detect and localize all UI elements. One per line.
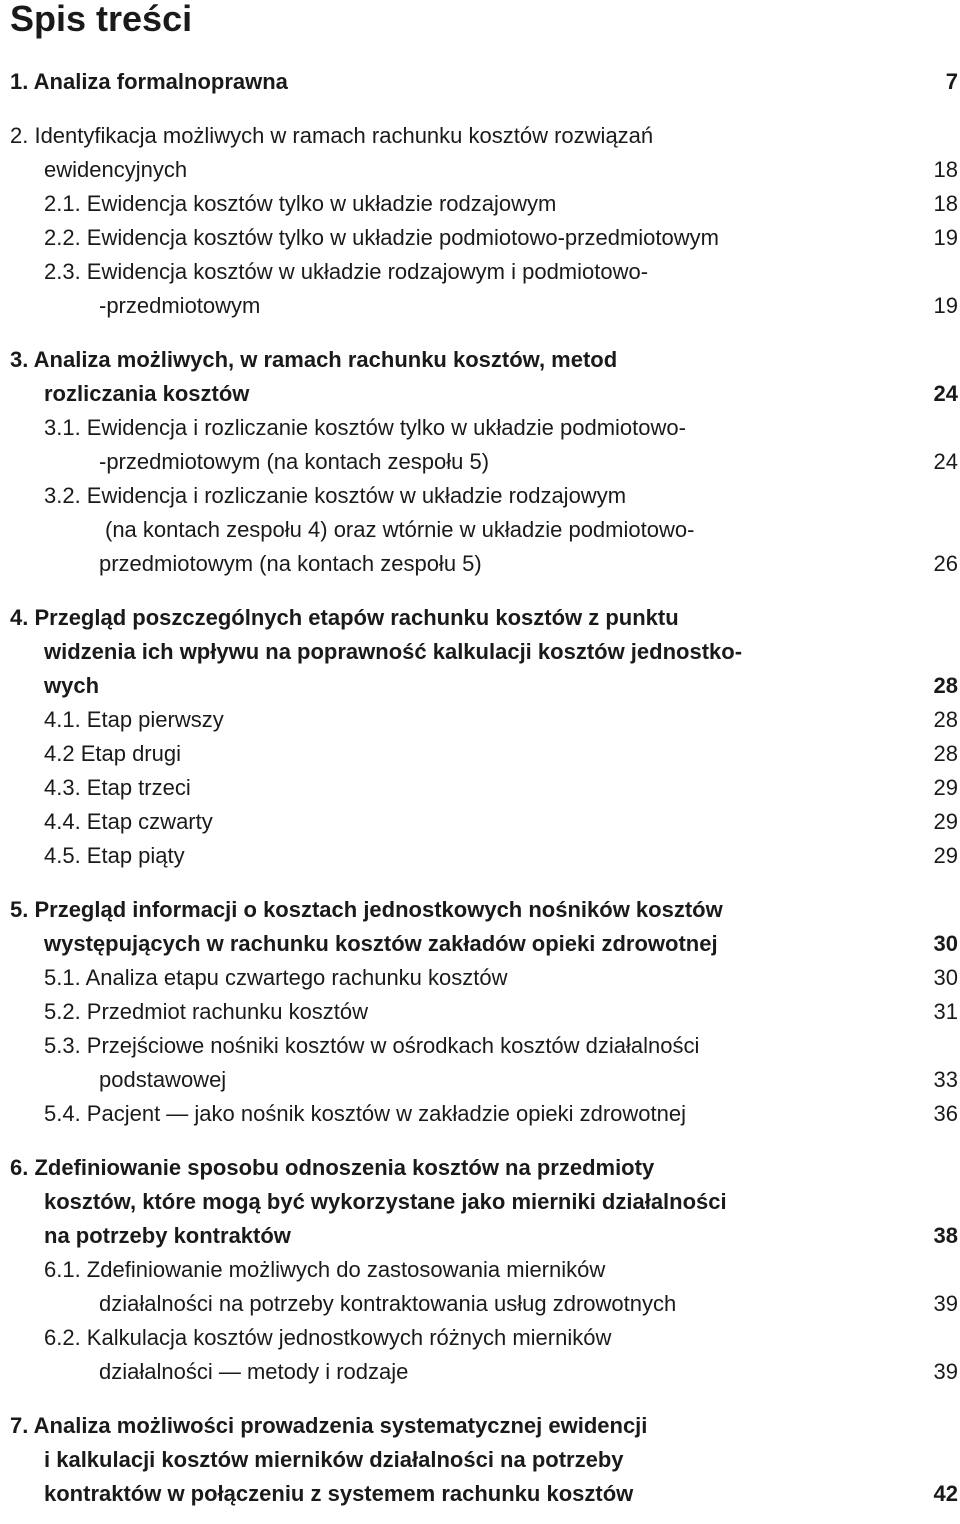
toc-entry-line — [0, 635, 960, 669]
toc-entry-title: 1. Analiza formalnoprawna — [10, 69, 288, 94]
toc-page-number: 39 — [933, 1359, 958, 1384]
toc-entry-line — [0, 547, 960, 581]
toc-page-number: 38 — [933, 1223, 958, 1248]
toc-entry-title: działalności — metody i rodzaje — [99, 1359, 409, 1384]
toc-page-number: 30 — [933, 965, 958, 990]
toc-page-number: 36 — [933, 1101, 958, 1126]
toc-entry-title: 4.1. Etap pierwszy — [44, 707, 224, 732]
toc-entry-title: 2.3. Ewidencja kosztów w układzie rodzajowym i podmiotowo- — [44, 259, 649, 284]
toc-entry-line — [0, 805, 960, 839]
toc-entry-title: 4.3. Etap trzeci — [44, 775, 191, 800]
toc-entry-line — [0, 1443, 960, 1477]
toc-entry-line — [0, 445, 960, 479]
toc-entry-line — [0, 513, 960, 547]
toc-page-number: 29 — [933, 809, 958, 834]
toc-entry-line — [0, 1185, 960, 1219]
toc-entry-line — [0, 669, 960, 703]
toc-page-number: 31 — [933, 999, 958, 1024]
toc-entry-title: 5.2. Przedmiot rachunku kosztów — [44, 999, 369, 1024]
toc-entry-title: kosztów, które mogą być wykorzystane jako mierniki działalności — [44, 1189, 727, 1214]
toc-entry-title: -przedmiotowym — [99, 293, 261, 318]
toc-page-number: 24 — [933, 449, 958, 474]
toc-page-number: 28 — [933, 673, 958, 698]
toc-page-number: 19 — [933, 293, 958, 318]
toc-entry-line — [0, 1063, 960, 1097]
toc-entry-title: rozliczania kosztów — [44, 381, 250, 406]
toc-entry-line — [0, 961, 960, 995]
toc-entry-line — [0, 1097, 960, 1131]
page-title: Spis treści — [10, 0, 193, 39]
toc-entry-line — [0, 737, 960, 771]
toc-entry-title: 6.2. Kalkulacja kosztów jednostkowych różnych mierników — [44, 1325, 612, 1350]
toc-entry-line — [0, 927, 960, 961]
toc-entry-line — [0, 1409, 960, 1443]
toc-entry-line — [0, 1253, 960, 1287]
toc-entry-title: 5.3. Przejściowe nośniki kosztów w ośrodkach kosztów działalności — [44, 1033, 700, 1058]
toc-entry-line — [0, 1151, 960, 1185]
toc-entry-title: 4. Przegląd poszczególnych etapów rachunku kosztów z punktu — [10, 605, 679, 630]
toc-entry-line — [0, 1287, 960, 1321]
toc-page-number: 42 — [933, 1481, 958, 1506]
toc-entry-title: 4.4. Etap czwarty — [44, 809, 213, 834]
toc-page-number: 28 — [933, 707, 958, 732]
toc-entry-title: przedmiotowym (na kontach zespołu 5) — [99, 551, 482, 576]
toc-entry-line — [0, 221, 960, 255]
toc-entry-title: 3.1. Ewidencja i rozliczanie kosztów tylko w układzie podmiotowo- — [44, 415, 686, 440]
toc-entry-title: 7. Analiza możliwości prowadzenia systematycznej ewidencji — [10, 1413, 648, 1438]
toc-entry-line — [0, 411, 960, 445]
toc-entry-title: 5.4. Pacjent — jako nośnik kosztów w zakładzie opieki zdrowotnej — [44, 1101, 686, 1126]
toc-entry-title: 5. Przegląd informacji o kosztach jednostkowych nośników kosztów — [10, 897, 723, 922]
toc-entry-line — [0, 119, 960, 153]
toc-page-number: 26 — [933, 551, 958, 576]
toc-entry-line — [0, 995, 960, 1029]
toc-entry-title: widzenia ich wpływu na poprawność kalkulacji kosztów jednostko- — [44, 639, 743, 664]
toc-page-number: 39 — [933, 1291, 958, 1316]
toc-entry-title: 4.2 Etap drugi — [44, 741, 181, 766]
toc-page-number: 29 — [933, 843, 958, 868]
toc-entry-line — [0, 1355, 960, 1389]
toc-entry-title: 6. Zdefiniowanie sposobu odnoszenia kosztów na przedmioty — [10, 1155, 655, 1180]
toc-entry-line — [0, 771, 960, 805]
toc-page-number: 18 — [933, 157, 958, 182]
toc-entry-title: wych — [44, 673, 100, 698]
toc-entry-title: występujących w rachunku kosztów zakładów opieki zdrowotnej — [44, 931, 718, 956]
toc-entry-title: i kalkulacji kosztów mierników działalności na potrzeby — [44, 1447, 624, 1472]
toc-page-number: 7 — [945, 69, 958, 94]
toc-page-number: 24 — [933, 381, 958, 406]
toc-entry-title: 4.5. Etap piąty — [44, 843, 185, 868]
toc-entry-line — [0, 479, 960, 513]
toc-entry-line — [0, 1321, 960, 1355]
toc-entry-line — [0, 1219, 960, 1253]
toc-entry-title: 2.2. Ewidencja kosztów tylko w układzie podmiotowo-przedmiotowym — [44, 225, 719, 250]
toc-entry-line — [0, 153, 960, 187]
toc-entry-line — [0, 1029, 960, 1063]
toc-entry-line — [0, 893, 960, 927]
toc-entry-title: na potrzeby kontraktów — [44, 1223, 291, 1248]
toc-page-number: 19 — [933, 225, 958, 250]
toc-entry-title: 2.1. Ewidencja kosztów tylko w układzie rodzajowym — [44, 191, 557, 216]
toc-entry-line — [0, 65, 960, 99]
toc-entry-title: 6.1. Zdefiniowanie możliwych do zastosowania mierników — [44, 1257, 606, 1282]
toc-entry-title: ewidencyjnych — [44, 157, 188, 182]
toc-entry-line — [0, 255, 960, 289]
toc-entry-line — [0, 601, 960, 635]
toc-entry-line — [0, 703, 960, 737]
toc-page-number: 30 — [933, 931, 958, 956]
toc-entry-title: 3. Analiza możliwych, w ramach rachunku kosztów, metod — [10, 347, 618, 372]
toc-page-number: 18 — [933, 191, 958, 216]
toc-page-number: 29 — [933, 775, 958, 800]
toc-entry-title: podstawowej — [99, 1067, 227, 1092]
toc-entry-title: 3.2. Ewidencja i rozliczanie kosztów w układzie rodzajowym — [44, 483, 627, 508]
toc-page-number: 33 — [933, 1067, 958, 1092]
toc-entry-line — [0, 377, 960, 411]
toc-entry-title: -przedmiotowym (na kontach zespołu 5) — [99, 449, 490, 474]
toc-entry-title: 5.1. Analiza etapu czwartego rachunku kosztów — [44, 965, 508, 990]
toc-entry-title: 2. Identyfikacja możliwych w ramach rachunku kosztów rozwiązań — [10, 123, 654, 148]
toc-entry-title: kontraktów w połączeniu z systemem rachunku kosztów — [44, 1481, 634, 1506]
toc-entry-title: działalności na potrzeby kontraktowania usług zdrowotnych — [99, 1291, 677, 1316]
toc-entry-line — [0, 343, 960, 377]
toc-entry-line — [0, 187, 960, 221]
toc-entry-line — [0, 839, 960, 873]
toc-entry-line — [0, 1477, 960, 1511]
toc-entry-line — [0, 289, 960, 323]
toc-page-number: 28 — [933, 741, 958, 766]
toc-entry-title: (na kontach zespołu 4) oraz wtórnie w układzie podmiotowo- — [105, 517, 695, 542]
